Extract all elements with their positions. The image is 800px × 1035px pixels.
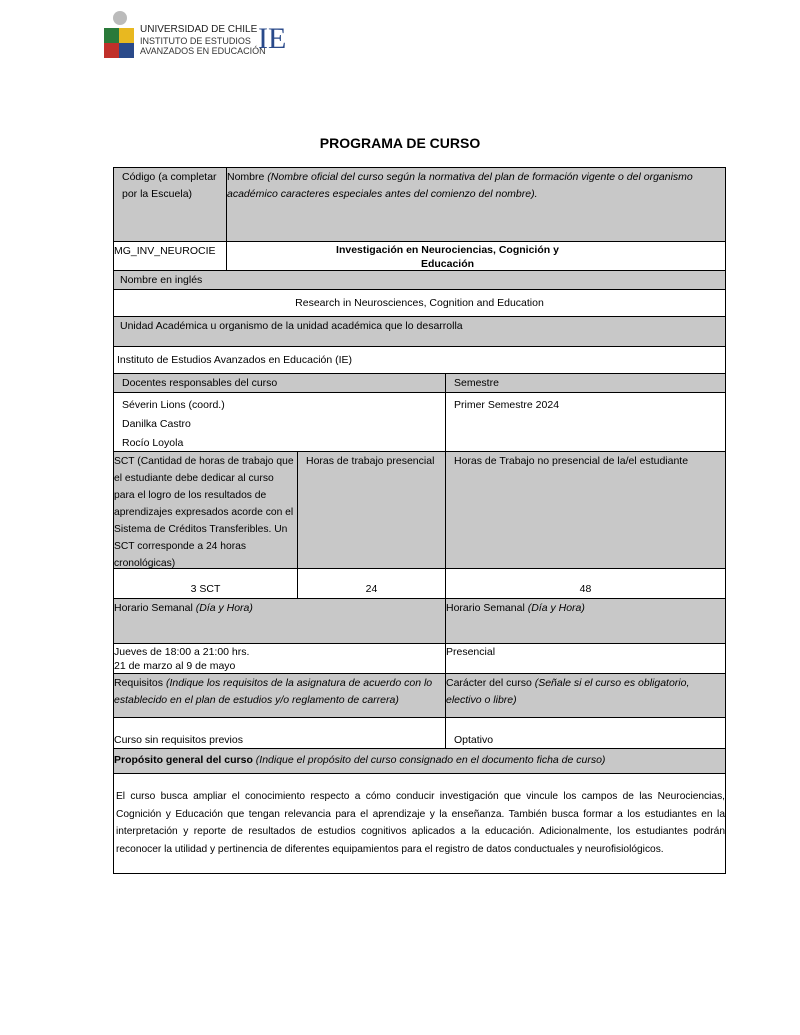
- nombre-line-1: Investigación en Neurociencias, Cognición y: [336, 244, 559, 256]
- horario-value: [113, 643, 446, 674]
- horario-label-right: [445, 598, 726, 644]
- docente: Danilka Castro: [122, 418, 191, 430]
- ingles-label: Nombre en inglés: [113, 270, 726, 290]
- nombre-hint: (Nombre oficial del curso según la normativa del plan de formación vigente o del organismo académico caracteres especiales antes del comienzo del nombre).: [227, 171, 693, 200]
- modalidad-value: Presencial: [445, 643, 726, 674]
- university-crest-icon: [100, 8, 140, 63]
- semestre-value: Primer Semestre 2024: [445, 392, 726, 452]
- no-presencial-label: Horas de Trabajo no presencial de la/el estudiante: [445, 451, 726, 569]
- horario-line: Jueves de 18:00 a 21:00 hrs.: [114, 646, 250, 658]
- docentes-list: [113, 392, 446, 452]
- proposito-value: El curso busca ampliar el conocimiento respecto a cómo conducir investigación que vincule los campos de las Neurociencias, Cognición y Educación que tengan relevancia para el aprendizaje y la enseñanza. También busca formar a los estudiantes en la interpretación y reporte de resultados de estudios cognitivos aplicados a la educación. Adicionalmente, los estudiantes podrán reconocer la utilidad y pertinencia de diferentes equipamientos para el registro de datos conductuales y neurofisiológicos.: [113, 773, 726, 874]
- nombre-label: Nombre: [227, 171, 265, 183]
- proposito-hint: (Indique el propósito del curso consignado en el documento ficha de curso): [255, 754, 606, 766]
- unidad-value: Instituto de Estudios Avanzados en Educación (IE): [113, 346, 726, 374]
- docente: Rocío Loyola: [122, 437, 184, 449]
- logo-line-3: AVANZADOS EN EDUCACIÓN: [140, 46, 266, 56]
- horario-label-left: [113, 598, 446, 644]
- horario-label: Horario Semanal: [114, 602, 193, 614]
- docentes-label: Docentes responsables del curso: [113, 373, 446, 393]
- codigo-label: Código (a completar por la Escuela): [113, 167, 227, 242]
- horario-label: Horario Semanal: [446, 602, 525, 614]
- caracter-label: Carácter del curso: [446, 677, 532, 689]
- caracter-label-cell: [445, 673, 726, 718]
- logo-line-1: UNIVERSIDAD DE CHILE: [140, 24, 258, 35]
- nombre-label-cell: [226, 167, 726, 242]
- horario-hint: (Día y Hora): [195, 602, 253, 614]
- logo-line-2: INSTITUTO DE ESTUDIOS: [140, 36, 251, 46]
- requisitos-hint: (Indique los requisitos de la asignatura de acuerdo con lo establecido en el plan de estudios y/o reglamento de carrera): [114, 677, 433, 706]
- requisitos-label: Requisitos: [114, 677, 164, 689]
- ie-logo-mark: IE: [258, 22, 287, 55]
- proposito-label-cell: [113, 748, 726, 774]
- university-logo: [100, 8, 290, 63]
- horario-line: 21 de marzo al 9 de mayo: [114, 660, 236, 672]
- requisitos-value: Curso sin requisitos previos: [113, 717, 446, 749]
- no-presencial-value: 48: [445, 568, 726, 599]
- caracter-hint: (Señale si el curso es obligatorio, electivo o libre): [446, 677, 690, 706]
- ingles-value: Research in Neurosciences, Cognition and Education: [113, 289, 726, 317]
- sct-value: 3 SCT: [113, 568, 298, 599]
- presencial-label: Horas de trabajo presencial: [297, 451, 446, 569]
- requisitos-label-cell: [113, 673, 446, 718]
- presencial-value: 24: [297, 568, 446, 599]
- nombre-value: [226, 241, 726, 271]
- horario-hint: (Día y Hora): [527, 602, 585, 614]
- nombre-line-2: Educación: [420, 258, 475, 270]
- proposito-label: Propósito general del curso: [114, 754, 253, 766]
- docente: Séverin Lions (coord.): [122, 399, 225, 411]
- caracter-value: Optativo: [445, 717, 726, 749]
- unidad-label: Unidad Académica u organismo de la unidad académica que lo desarrolla: [113, 316, 726, 347]
- sct-label: SCT (Cantidad de horas de trabajo que el estudiante debe dedicar al curso para el logro de los resultados de aprendizajes expresados acorde con el Sistema de Créditos Transferibles. Un SCT corresponde a 24 horas cronológicas): [113, 451, 298, 569]
- semestre-label: Semestre: [445, 373, 726, 393]
- codigo-value: MG_INV_NEUROCIE: [113, 241, 227, 271]
- page-title: PROGRAMA DE CURSO: [319, 135, 481, 151]
